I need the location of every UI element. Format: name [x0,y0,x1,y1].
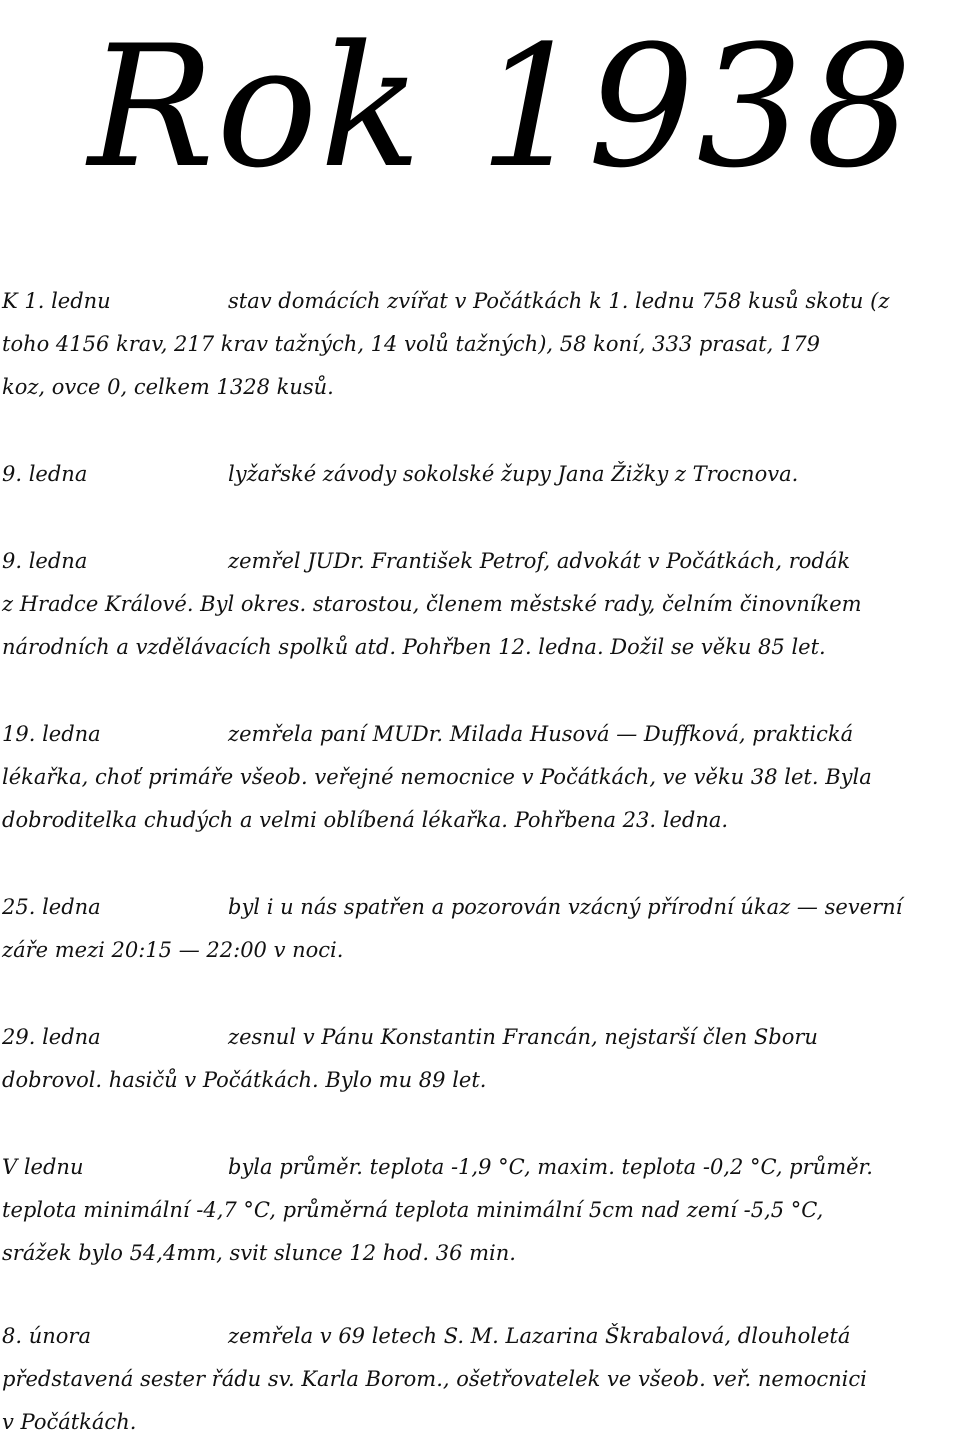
entry-text: zesnul v Pánu Konstantin Francán, nejstarší člen Sboru [228,1025,818,1049]
entry-line: představená sester řádu sv. Karla Borom., ošetřovatelek ve všeob. veř. nemocnici [2,1367,867,1391]
entry-line: dobroditelka chudých a velmi oblíbená lékařka. Pohřbena 23. ledna. [2,808,729,832]
spacer [2,1102,958,1146]
entry-line [2,1315,958,1358]
entry-skrabalova [2,1315,958,1444]
entry-line: záře mezi 20:15 — 22:00 v noci. [2,938,344,962]
entry-text: stav domácích zvířat v Počátkách k 1. lednu 758 kusů skotu (z [228,289,890,313]
entry-line [2,1016,958,1059]
entry-line [2,540,958,583]
entry-line [2,713,958,756]
entry-line [2,886,958,929]
entry-line [2,453,958,496]
entry-line: z Hradce Králové. Byl okres. starostou, členem městské rady, čelním činovníkem [2,592,862,616]
entry-line [2,1146,958,1189]
entry-text: zemřel JUDr. František Petrof, advokát v Počátkách, rodák [228,549,851,573]
entry-line: teplota minimální -4,7 °C, průměrná teplota minimální 5cm nad zemí -5,5 °C, [2,1198,824,1222]
entry-line: srážek bylo 54,4mm, svit slunce 12 hod. 36 min. [2,1241,516,1265]
entry-line [2,280,958,323]
spacer [2,669,958,713]
entry-petrof [2,540,958,669]
entry-date: K 1. lednu [2,289,111,313]
entry-line: v Počátkách. [2,1410,137,1434]
entry-text: byla průměr. teplota -1,9 °C, maxim. teplota -0,2 °C, průměr. [228,1155,873,1179]
entry-text: zemřela v 69 letech S. M. Lazarina Škrabalová, dlouholetá [228,1324,851,1348]
entry-date: 19. ledna [2,722,101,746]
entry-line: koz, ovce 0, celkem 1328 kusů. [2,375,334,399]
spacer [2,842,958,886]
entry-date: 25. ledna [2,895,101,919]
chronicle-entries [2,280,958,1444]
page-title: Rok 1938 [88,9,915,205]
entry-aurora [2,886,958,972]
entry-husova [2,713,958,842]
spacer [2,972,958,1016]
entry-date: 8. února [2,1324,91,1348]
entry-line: lékařka, choť primáře všeob. veřejné nemocnice v Počátkách, ve věku 38 let. Byla [2,765,872,789]
entry-livestock [2,280,958,409]
entry-text: lyžařské závody sokolské župy Jana Žižky z Trocnova. [228,462,799,486]
entry-text: byl i u nás spatřen a pozorován vzácný přírodní úkaz — severní [228,895,903,919]
entry-date: 29. ledna [2,1025,101,1049]
entry-date: V lednu [2,1155,84,1179]
spacer [2,409,958,453]
entry-ski-races [2,453,958,496]
entry-weather-january [2,1146,958,1275]
entry-line: dobrovol. hasičů v Počátkách. Bylo mu 89 let. [2,1068,487,1092]
entry-date: 9. ledna [2,462,88,486]
spacer [2,1275,958,1315]
entry-date: 9. ledna [2,549,88,573]
entry-line: národních a vzdělávacích spolků atd. Pohřben 12. ledna. Dožil se věku 85 let. [2,635,826,659]
entry-line: toho 4156 krav, 217 krav tažných, 14 volů tažných), 58 koní, 333 prasat, 179 [2,332,821,356]
entry-francan [2,1016,958,1102]
spacer [2,496,958,540]
entry-text: zemřela paní MUDr. Milada Husová — Duffková, praktická [228,722,854,746]
